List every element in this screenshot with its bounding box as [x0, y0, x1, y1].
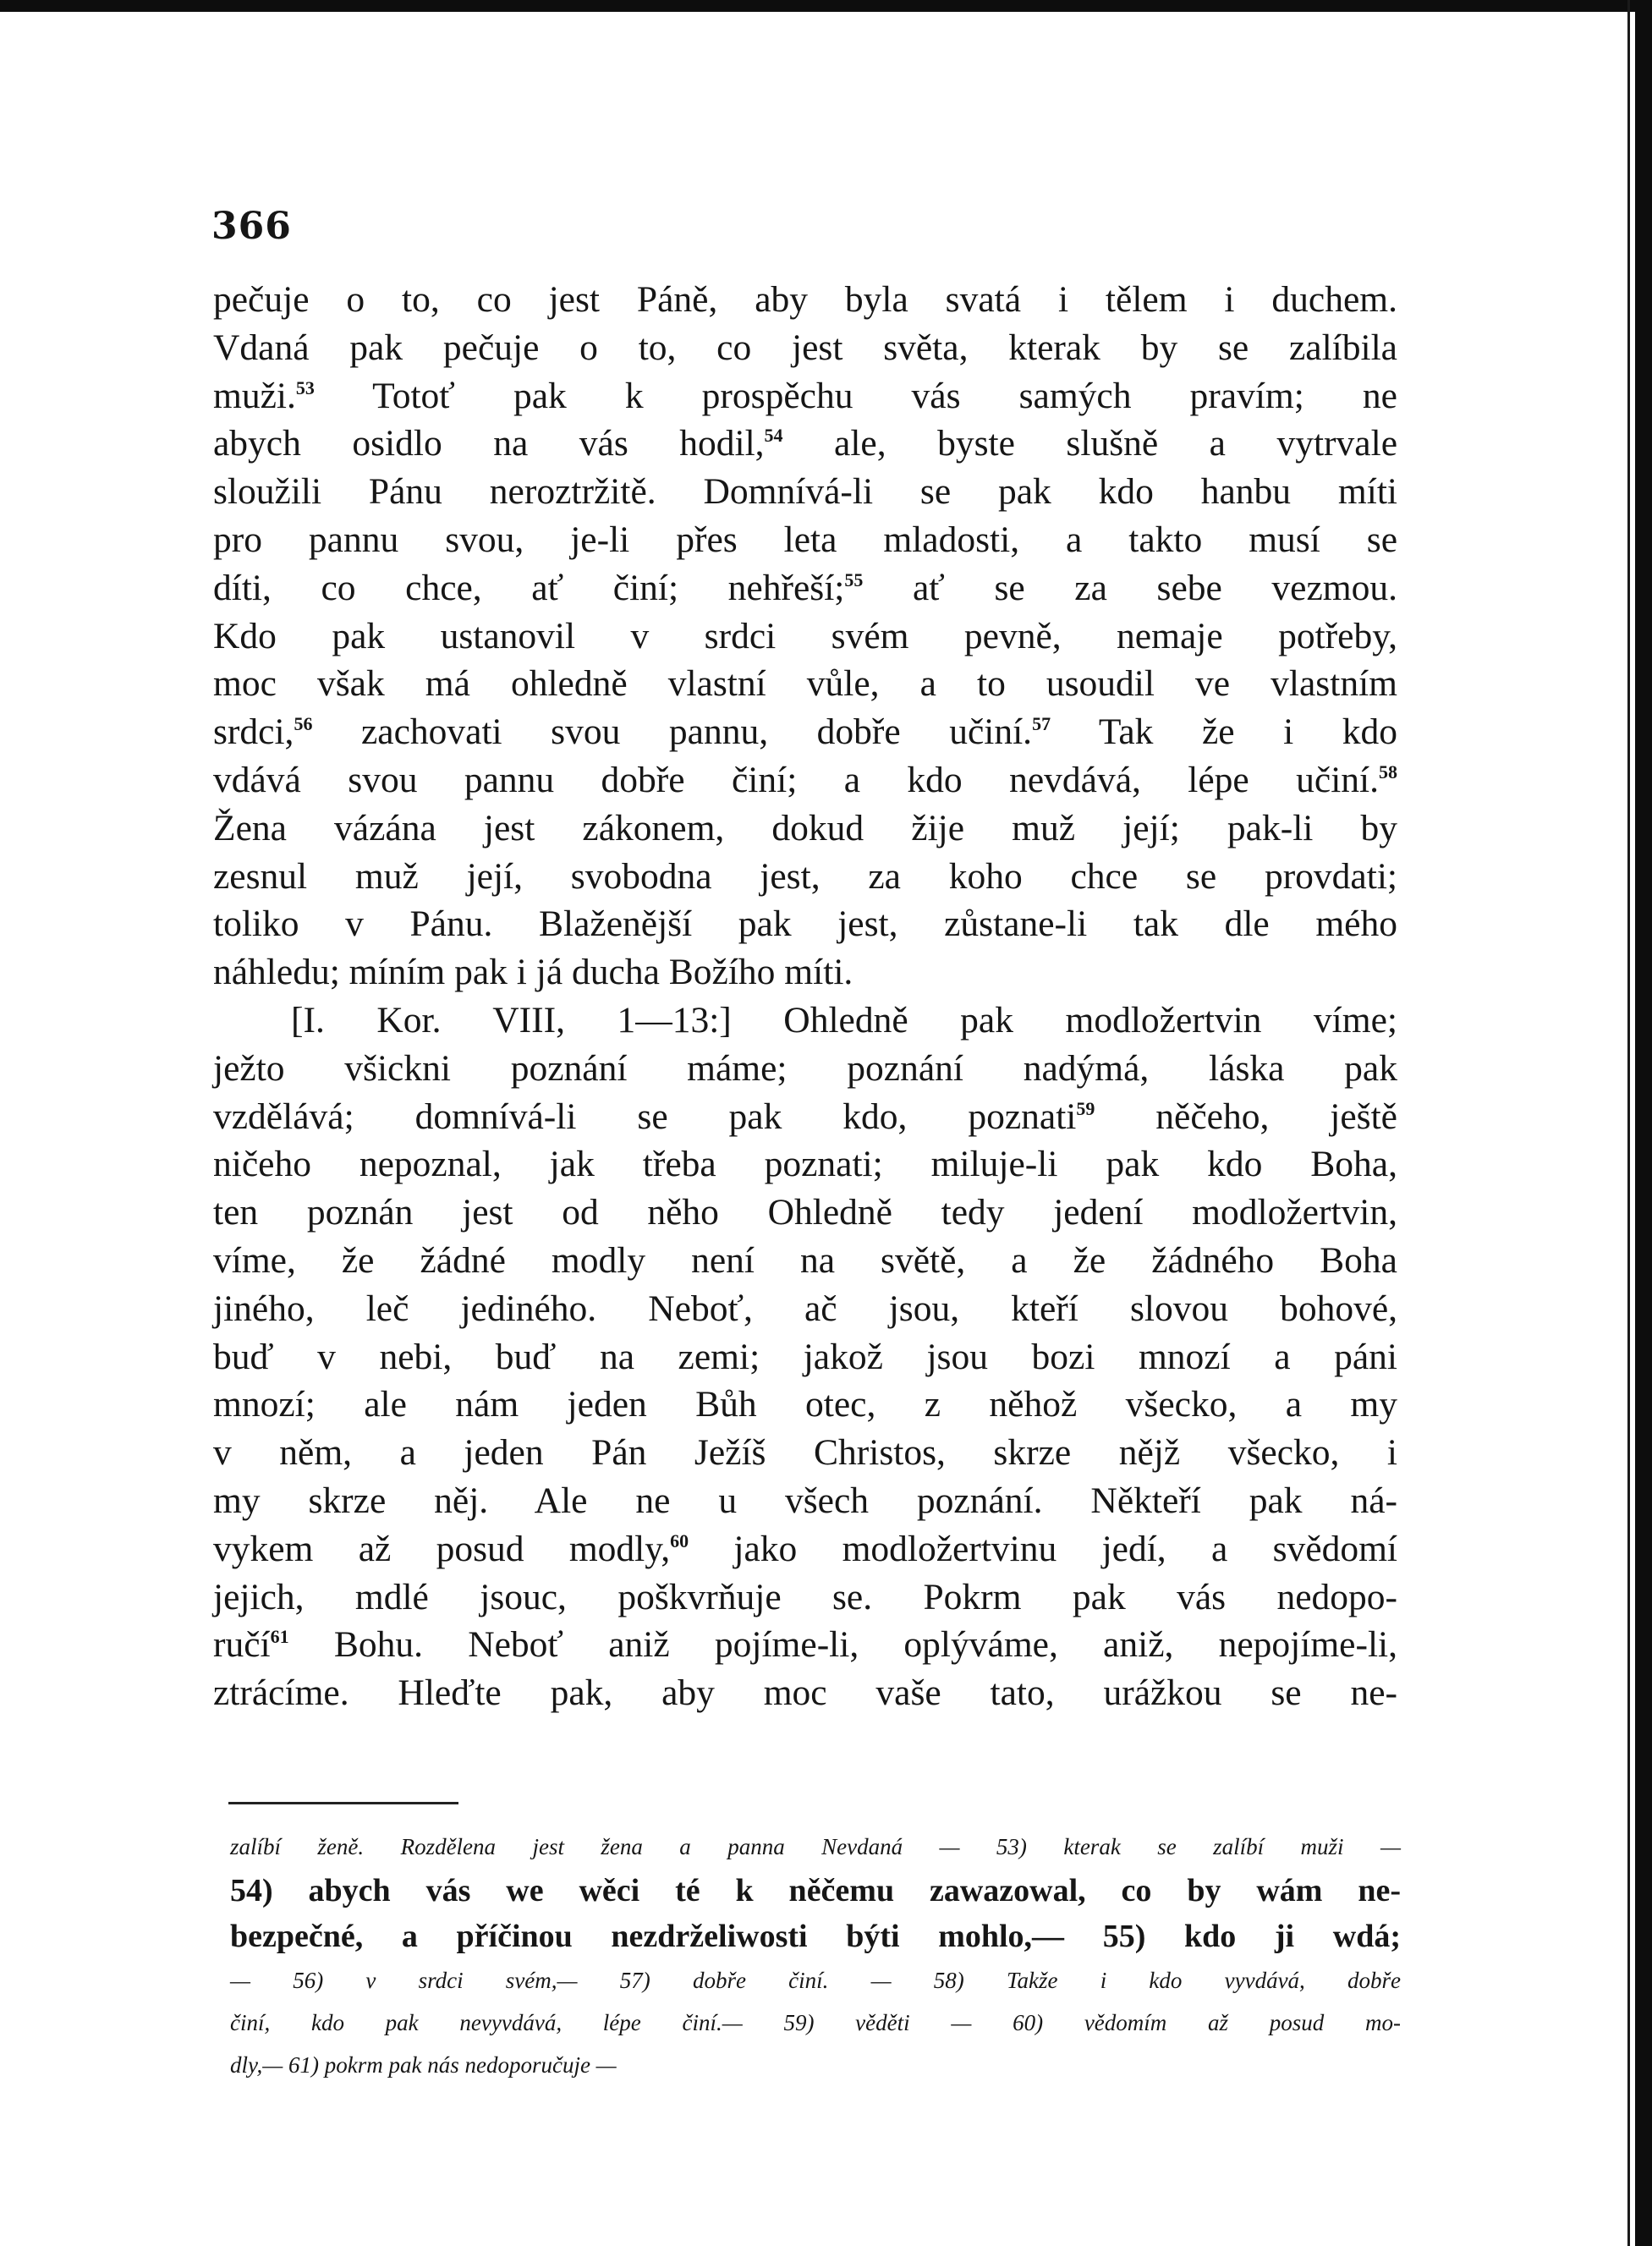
text-line: buď v nebi, buď na zemi; jakož jsou bozi mnozí a páni: [213, 1336, 1397, 1377]
footnotes: [230, 1826, 1401, 2086]
footnote-marker: 53: [295, 376, 315, 398]
text-line: toliko v Pánu. Blaženější pak jest, zůstane-li tak dle mého: [213, 903, 1397, 945]
text-line: ničeho nepoznal, jak třeba poznati; miluje-li pak kdo Boha,: [213, 1144, 1397, 1185]
text-line: náhledu; míním pak i já ducha Božího míti.: [213, 952, 853, 993]
text-line: díti, co chce, ať činí; nehřeší;$^{55}$ ať se za sebe vezmou.: [213, 567, 1397, 608]
footnote-line: dly,— 61) pokrm pak nás nedoporučuje —: [230, 2052, 617, 2078]
text-line: ručí$^{61}$ Bohu. Neboť aniž pojíme-li, oplýváme, aniž, nepojíme-li,: [213, 1624, 1397, 1666]
text-line: víme, že žádné modly není na světě, a že žádného Boha: [213, 1239, 1397, 1281]
scan-border-top: [0, 0, 1652, 12]
text-line: abych osidlo na vás hodil,$^{54}$ ale, byste slušně a vytrvale: [213, 423, 1397, 464]
footnote-separator: [228, 1802, 458, 1804]
footnote-marker: 57: [1032, 713, 1051, 735]
page-number: 366: [211, 205, 292, 248]
text-line: moc však má ohledně vlastní vůle, a to usoudil ve vlastním: [213, 663, 1397, 705]
text-line: muži.$^{53}$ Totoť pak k prospěchu vás samých pravím; ne: [213, 375, 1397, 416]
footnote-line: bezpečné, a příčinou nezdrželiwosti býti mohlo,— 55) kdo ji wdá;: [230, 1919, 1401, 1954]
scan-border-line: [1627, 0, 1630, 2246]
text-line: jiného, leč jediného. Neboť, ač jsou, kteří slovou bohové,: [213, 1288, 1397, 1329]
text-line: mnozí; ale nám jeden Bůh otec, z něhož všecko, a my: [213, 1384, 1397, 1425]
text-line: v něm, a jeden Pán Ježíš Christos, skrze nějž všecko, i: [213, 1432, 1397, 1474]
footnote-marker: 55: [844, 568, 864, 590]
text-line: pečuje o to, co jest Páně, aby byla svatá i tělem i duchem.: [213, 279, 1397, 320]
text-line: ježto všickni poznání máme; poznání nadýmá, láska pak: [213, 1047, 1397, 1089]
footnote-marker: 59: [1076, 1097, 1095, 1119]
text-line: pro pannu svou, je-li přes leta mladosti, a takto musí se: [213, 519, 1397, 560]
footnote-line: činí, kdo pak nevyvdává, lépe činí.— 59) věděti — 60) vědomím až posud mo-: [230, 2010, 1401, 2035]
text-line: zesnul muž její, svobodna jest, za koho chce se provdati;: [213, 855, 1397, 897]
text-line: ztrácíme. Hleďte pak, aby moc vaše tato, urážkou se ne-: [213, 1672, 1397, 1714]
footnote-line: — 56) v srdci svém,— 57) dobře činí. — 58) Takže i kdo vyvdává, dobře: [230, 1968, 1401, 1993]
text-line: Kdo pak ustanovil v srdci svém pevně, nemaje potřeby,: [213, 615, 1397, 656]
text-line: vykem až posud modly,$^{60}$ jako modložertvinu jedí, a svědomí: [213, 1528, 1397, 1569]
text-line: Vdaná pak pečuje o to, co jest světa, kterak by se zalíbila: [213, 327, 1397, 368]
footnote-marker: 60: [670, 1529, 689, 1551]
text-line: vzdělává; domnívá-li se pak kdo, poznati$^{59}$ něčeho, ještě: [213, 1096, 1397, 1137]
text-line: Žena vázána jest zákonem, dokud žije muž její; pak-li by: [213, 807, 1397, 848]
scan-border-right: [1635, 0, 1652, 2246]
main-text: [213, 276, 1397, 1717]
footnote-marker: 58: [1379, 761, 1397, 783]
footnote-marker: 61: [270, 1626, 289, 1648]
text-line: jejich, mdlé jsouc, poškvrňuje se. Pokrm pak vás nedopo-: [213, 1576, 1397, 1617]
footnote-line: zalíbí ženě. Rozdělena jest žena a panna Nevdaná — 53) kterak se zalíbí muži —: [230, 1834, 1401, 1859]
text-line: sloužili Pánu neroztržitě. Domnívá-li se pak kdo hanbu míti: [213, 471, 1397, 513]
footnote-marker: 56: [294, 713, 313, 735]
text-line: vdává svou pannu dobře činí; a kdo nevdává, lépe učiní.$^{58}$: [213, 759, 1397, 800]
text-line: ten poznán jest od něho Ohledně tedy jedení modložertvin,: [213, 1192, 1397, 1233]
footnote-line: 54) abych vás we wěci té k něčemu zawazowal, co by wám ne-: [230, 1873, 1401, 1908]
text-line: my skrze něj. Ale ne u všech poznání. Někteří pak ná-: [213, 1480, 1397, 1521]
footnote-marker: 54: [764, 425, 783, 447]
text-line: srdci,$^{56}$ zachovati svou pannu, dobře učiní.$^{57}$ Tak že i kdo: [213, 711, 1397, 753]
text-line: [I. Kor. VIII, 1—13:] Ohledně pak modložertvin víme;: [291, 999, 1397, 1041]
